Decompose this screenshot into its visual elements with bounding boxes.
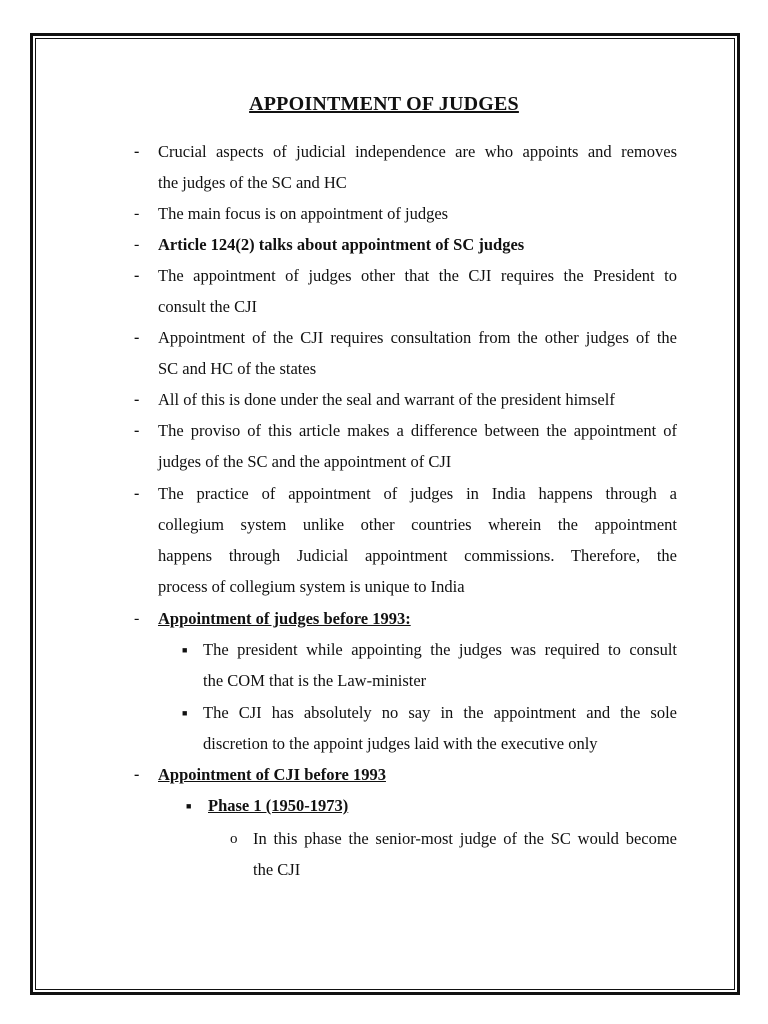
bullet-text: SC and HC of the states	[158, 359, 317, 378]
circle-bullet-icon: o	[230, 831, 238, 847]
bullet-dash: -	[134, 329, 140, 346]
bullet-dash: -	[134, 610, 140, 627]
square-bullet-icon: ■	[186, 801, 192, 811]
square-bullet-icon: ■	[182, 645, 188, 655]
bullet-dash: -	[134, 422, 140, 439]
bullet-text: The main focus is on appointment of judges	[158, 204, 449, 223]
bullet-text-bold: Article 124(2) talks about appointment of SC judges	[158, 235, 525, 254]
bullet-text: All of this is done under the seal and warrant of the president himself	[158, 390, 615, 409]
section-heading: Appointment of CJI before 1993	[158, 765, 386, 784]
bullet-text: process of collegium system is unique to India	[158, 577, 465, 596]
page-border	[30, 33, 740, 995]
sub-bullet-text: The CJI has absolutely no say in the appointment and the sole	[203, 703, 677, 722]
sub-bullet-text: discretion to the appoint judges laid with the executive only	[203, 734, 598, 753]
bullet-dash: -	[134, 766, 140, 783]
sub-bullet-text: The president while appointing the judges was required to consult	[203, 640, 677, 659]
bullet-text: Appointment of the CJI requires consultation from the other judges of the	[158, 328, 677, 347]
bullet-text: happens through Judicial appointment commissions. Therefore, the	[158, 546, 677, 565]
sub-sub-bullet-text: In this phase the senior-most judge of the SC would become	[253, 829, 677, 848]
bullet-dash: -	[134, 236, 140, 253]
sub-bullet-text: the COM that is the Law-minister	[203, 671, 427, 690]
bullet-text: The practice of appointment of judges in India happens through a	[158, 484, 677, 503]
bullet-dash: -	[134, 205, 140, 222]
bullet-text: Crucial aspects of judicial independence are who appoints and removes	[158, 142, 677, 161]
bullet-dash: -	[134, 485, 140, 502]
section-heading: Appointment of judges before 1993:	[158, 609, 411, 628]
bullet-dash: -	[134, 267, 140, 284]
bullet-text: the judges of the SC and HC	[158, 173, 347, 192]
bullet-dash: -	[134, 143, 140, 160]
sub-sub-bullet-text: the CJI	[253, 860, 301, 879]
bullet-text: The proviso of this article makes a difference between the appointment of	[158, 421, 677, 440]
page-title: APPOINTMENT OF JUDGES	[249, 93, 519, 115]
bullet-text: collegium system unlike other countries wherein the appointment	[158, 515, 677, 534]
bullet-text: judges of the SC and the appointment of CJI	[158, 452, 452, 471]
bullet-text: The appointment of judges other that the CJI requires the President to	[158, 266, 677, 285]
bullet-text: consult the CJI	[158, 297, 257, 316]
bullet-dash: -	[134, 391, 140, 408]
square-bullet-icon: ■	[182, 708, 188, 718]
sub-section-heading: Phase 1 (1950-1973)	[208, 796, 349, 815]
